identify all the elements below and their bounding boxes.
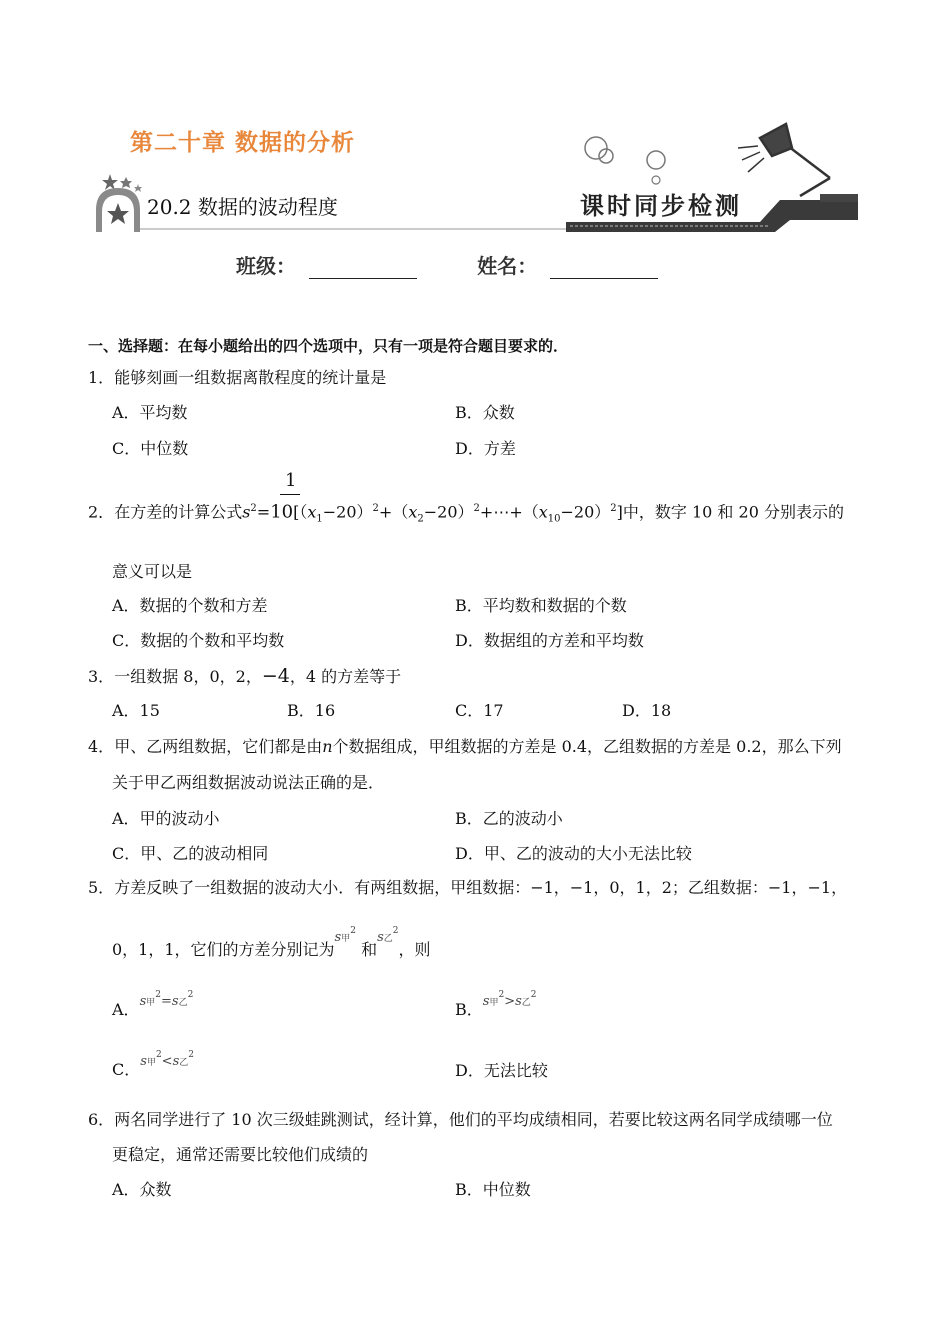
formula-part: +（ bbox=[378, 502, 409, 522]
formula-x: x bbox=[538, 502, 548, 522]
question-text: 方差反映了一组数据的波动大小．有两组数据，甲组数据：−1，−1，0，1，2；乙组数据：−1，−1， bbox=[114, 878, 848, 897]
option-b: B．乙的波动小 bbox=[455, 809, 563, 828]
question-2 bbox=[88, 499, 844, 530]
option-b: B．众数 bbox=[455, 403, 515, 422]
fraction-numerator: 1 bbox=[285, 470, 297, 491]
formula-part: −20） bbox=[322, 502, 373, 522]
formula-sup: 2 bbox=[473, 503, 480, 514]
option-d: D．18 bbox=[622, 701, 672, 720]
section-instruction: 一、选择题：在每小题给出的四个选项中，只有一项是符合题目要求的． bbox=[88, 337, 569, 355]
question-5-cont bbox=[112, 926, 431, 963]
option-a: A．甲的波动小 bbox=[112, 809, 220, 828]
question-text: 和 bbox=[361, 940, 378, 959]
star-icon bbox=[120, 177, 132, 188]
question-6 bbox=[88, 1110, 833, 1130]
question-text: ，4 的方差等于 bbox=[289, 667, 402, 686]
option-d: D．数据组的方差和平均数 bbox=[455, 631, 644, 650]
formula-sup: 2 bbox=[372, 503, 379, 514]
negative-number: −4 bbox=[261, 665, 290, 687]
formula-eq: = bbox=[256, 502, 271, 522]
formula-s: s bbox=[242, 502, 251, 522]
option-c: C．$^{s甲^2<s乙^2}$ bbox=[112, 1050, 194, 1079]
option-c: C．17 bbox=[455, 701, 504, 720]
fraction-bar bbox=[280, 494, 300, 495]
option-a: A．众数 bbox=[112, 1180, 172, 1199]
chapter-title: 第二十章 数据的分析 bbox=[130, 130, 356, 156]
question-number: 5． bbox=[88, 878, 115, 897]
question-number: 2． bbox=[88, 502, 115, 522]
question-4-cont: 关于甲乙两组数据波动说法正确的是． bbox=[112, 773, 385, 792]
option-a: A．15 bbox=[112, 701, 160, 720]
formula-sub: 10 bbox=[547, 513, 561, 525]
star-icon bbox=[102, 174, 118, 190]
name-label: 姓名： bbox=[477, 254, 538, 278]
class-field[interactable] bbox=[309, 260, 417, 279]
formula-sub: 2 bbox=[417, 513, 424, 525]
question-number: 4． bbox=[88, 737, 115, 756]
formula-part: [（ bbox=[293, 502, 308, 522]
question-text: ，则 bbox=[398, 940, 431, 959]
option-b: B．16 bbox=[287, 701, 336, 720]
s-jia-2: s甲2 bbox=[334, 926, 356, 945]
section-title: 20.2 数据的波动程度 bbox=[147, 195, 338, 219]
relation-expr: s甲2<s乙2 bbox=[140, 1050, 194, 1069]
question-text: 能够刻画一组数据离散程度的统计量是 bbox=[114, 368, 387, 387]
question-text: 一组数据 8，0，2， bbox=[114, 667, 262, 686]
option-d: D．无法比较 bbox=[455, 1061, 548, 1080]
question-text: 甲、乙两组数据，它们都是由 bbox=[114, 737, 323, 756]
option-d: D．方差 bbox=[455, 439, 516, 458]
option-b: B．中位数 bbox=[455, 1180, 531, 1199]
question-number: 3． bbox=[88, 667, 115, 686]
option-c: C．甲、乙的波动相同 bbox=[112, 844, 269, 863]
question-number: 6． bbox=[88, 1110, 115, 1129]
header-graphic bbox=[0, 0, 950, 240]
question-2-cont: 意义可以是 bbox=[112, 562, 193, 581]
star-icon bbox=[134, 184, 142, 192]
option-b: B．$^{s甲^2>s乙^2}$ bbox=[455, 990, 537, 1019]
formula-sup: 2 bbox=[250, 503, 257, 514]
question-number: 1． bbox=[88, 368, 115, 387]
question-3 bbox=[88, 666, 401, 687]
question-6-cont: 更稳定，通常还需要比较他们成绩的 bbox=[112, 1145, 369, 1164]
option-d: D．甲、乙的波动的大小无法比较 bbox=[455, 844, 692, 863]
formula-part: +⋯+（ bbox=[479, 502, 539, 522]
question-text: 两名同学进行了 10 次三级蛙跳测试，经计算，他们的平均成绩相同，若要比较这两名同学成绩哪一位 bbox=[114, 1110, 833, 1129]
option-c: C．数据的个数和平均数 bbox=[112, 631, 285, 650]
name-field[interactable] bbox=[550, 260, 658, 279]
header-decoration bbox=[0, 0, 950, 240]
question-4 bbox=[88, 737, 842, 757]
class-label: 班级： bbox=[236, 254, 296, 278]
formula-part: −20） bbox=[560, 502, 611, 522]
formula-x: x bbox=[408, 502, 418, 522]
question-text: ]中，数字 10 和 20 分别表示的 bbox=[616, 502, 844, 522]
option-a: A．平均数 bbox=[112, 403, 188, 422]
formula-part: −20） bbox=[423, 502, 474, 522]
badge-title: 课时同步检测 bbox=[580, 191, 742, 220]
formula-sub: 1 bbox=[316, 513, 323, 525]
fraction-denominator: 10 bbox=[270, 501, 294, 523]
question-1 bbox=[88, 368, 386, 388]
student-info bbox=[236, 250, 756, 279]
relation-expr: s甲2>s乙2 bbox=[482, 990, 537, 1009]
question-text: 个数据组成，甲组数据的方差是 0.4，乙组数据的方差是 0.2，那么下列 bbox=[332, 737, 842, 756]
formula-sup: 2 bbox=[610, 503, 617, 514]
formula-x: x bbox=[307, 502, 317, 522]
question-text: 0，1，1，它们的方差分别记为 bbox=[112, 940, 335, 959]
option-b: B．平均数和数据的个数 bbox=[455, 596, 627, 615]
question-5 bbox=[88, 878, 847, 898]
variable-n: n bbox=[322, 737, 333, 756]
lamp-icon bbox=[738, 124, 830, 196]
option-c: C．中位数 bbox=[112, 439, 189, 458]
option-a: A．$^{s甲^2=s乙^2}$ bbox=[112, 990, 194, 1019]
question-text: 在方差的计算公式 bbox=[114, 502, 243, 522]
option-a: A．数据的个数和方差 bbox=[112, 596, 268, 615]
relation-expr: s甲2=s乙2 bbox=[139, 990, 194, 1009]
s-yi-2: s乙2 bbox=[377, 926, 399, 945]
